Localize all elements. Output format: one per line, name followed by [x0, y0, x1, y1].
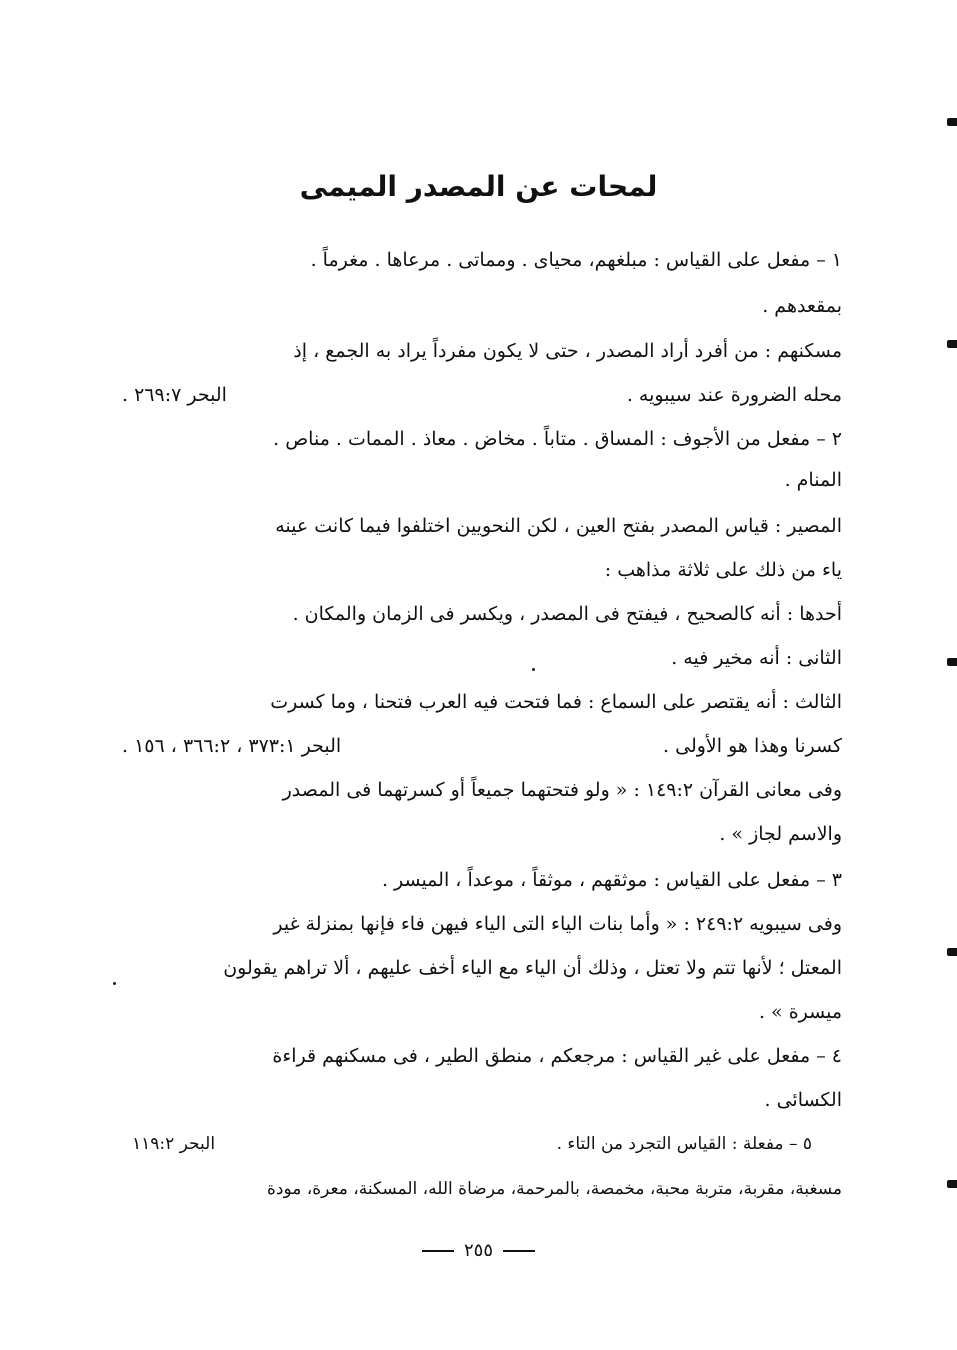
footer-dash	[503, 1250, 535, 1252]
text-line-7: المصير : قياس المصدر بفتح العين ، لكن النحويين اختلفوا فيما كانت عينه	[275, 515, 842, 537]
text-line-11: الثالث : أنه يقتصر على السماع : فما فتحت فيه العرب فتحنا ، وما كسرت	[270, 691, 842, 713]
scan-speck	[113, 982, 116, 985]
reference-citation: البحر ٢٦٩:٧ .	[122, 384, 227, 406]
margin-mark	[947, 118, 957, 126]
page-title: لمحات عن المصدر الميمى	[299, 170, 658, 203]
text-line-3: مسكنهم : من أفرد أراد المصدر ، حتى لا يكون مفرداً يراد به الجمع ، إذ	[293, 340, 842, 362]
text-line-5: ٢ – مفعل من الأجوف : المساق . متاباً . مخاض . معاذ . الممات . مناص .	[273, 428, 842, 450]
text-line-10: الثانى : أنه مخير فيه .	[671, 647, 842, 669]
text-line-4: محله الضرورة عند سيبويه . البحر ٢٦٩:٧ .	[122, 381, 842, 409]
margin-mark	[947, 1180, 957, 1188]
text-line-13: وفى معانى القرآن ١٤٩:٢ : « ولو فتحتهما جميعاً أو كسرتهما فى المصدر	[282, 779, 842, 801]
margin-mark	[947, 658, 957, 666]
text-line-12: كسرنا وهذا هو الأولى . البحر ٣٧٣:١ ، ٣٦٦:٢ ، ١٥٦ .	[122, 732, 842, 760]
reference-citation: البحر ٣٧٣:١ ، ٣٦٦:٢ ، ١٥٦ .	[122, 735, 342, 757]
text-line-20: الكسائى .	[764, 1089, 842, 1111]
text-line-22: مسغبة، مقربة، متربة محبة، مخمصة، بالمرحمة، مرضاة الله، المسكنة، معرة، مودة	[266, 1179, 842, 1199]
text-line-2: بمقعدهم .	[762, 295, 842, 317]
text-line-6: المنام .	[784, 469, 842, 491]
page-footer	[0, 1240, 957, 1261]
text-line-21: ٥ – مفعلة : القياس التجرد من التاء . البحر ١١٩:٢	[132, 1130, 812, 1158]
text-line-18: ميسرة » .	[758, 1001, 842, 1023]
text-line-14: والاسم لجاز » .	[719, 823, 842, 845]
text-line-9: أحدها : أنه كالصحيح ، فيفتح فى المصدر ، ويكسر فى الزمان والمكان .	[292, 603, 842, 625]
text-line-19: ٤ – مفعل على غير القياس : مرجعكم ، منطق الطير ، فى مسكنهم قراءة	[272, 1045, 842, 1067]
text-line-17: المعتل ؛ لأنها تتم ولا تعتل ، وذلك أن الياء مع الياء أخف عليهم ، ألا تراهم يقولون	[223, 957, 842, 979]
page-number: ٢٥٥	[463, 1240, 493, 1261]
reference-citation: البحر ١١٩:٢	[132, 1134, 216, 1154]
footer-dash	[422, 1250, 454, 1252]
text-line-16: وفى سيبويه ٢٤٩:٢ : « وأما بنات الياء التى الياء فيهن فاء فإنها بمنزلة غير	[273, 913, 842, 935]
scan-speck	[532, 668, 535, 671]
text-line-1: ١ – مفعل على القياس : مبلغهم، محياى . ومماتى . مرعاها . مغرماً .	[310, 249, 842, 271]
margin-mark	[947, 340, 957, 348]
text-line-15: ٣ – مفعل على القياس : موثقهم ، موثقاً ، موعداً ، الميسر .	[381, 869, 842, 891]
text-line-8: ياء من ذلك على ثلاثة مذاهب :	[604, 559, 842, 581]
margin-mark	[947, 948, 957, 956]
